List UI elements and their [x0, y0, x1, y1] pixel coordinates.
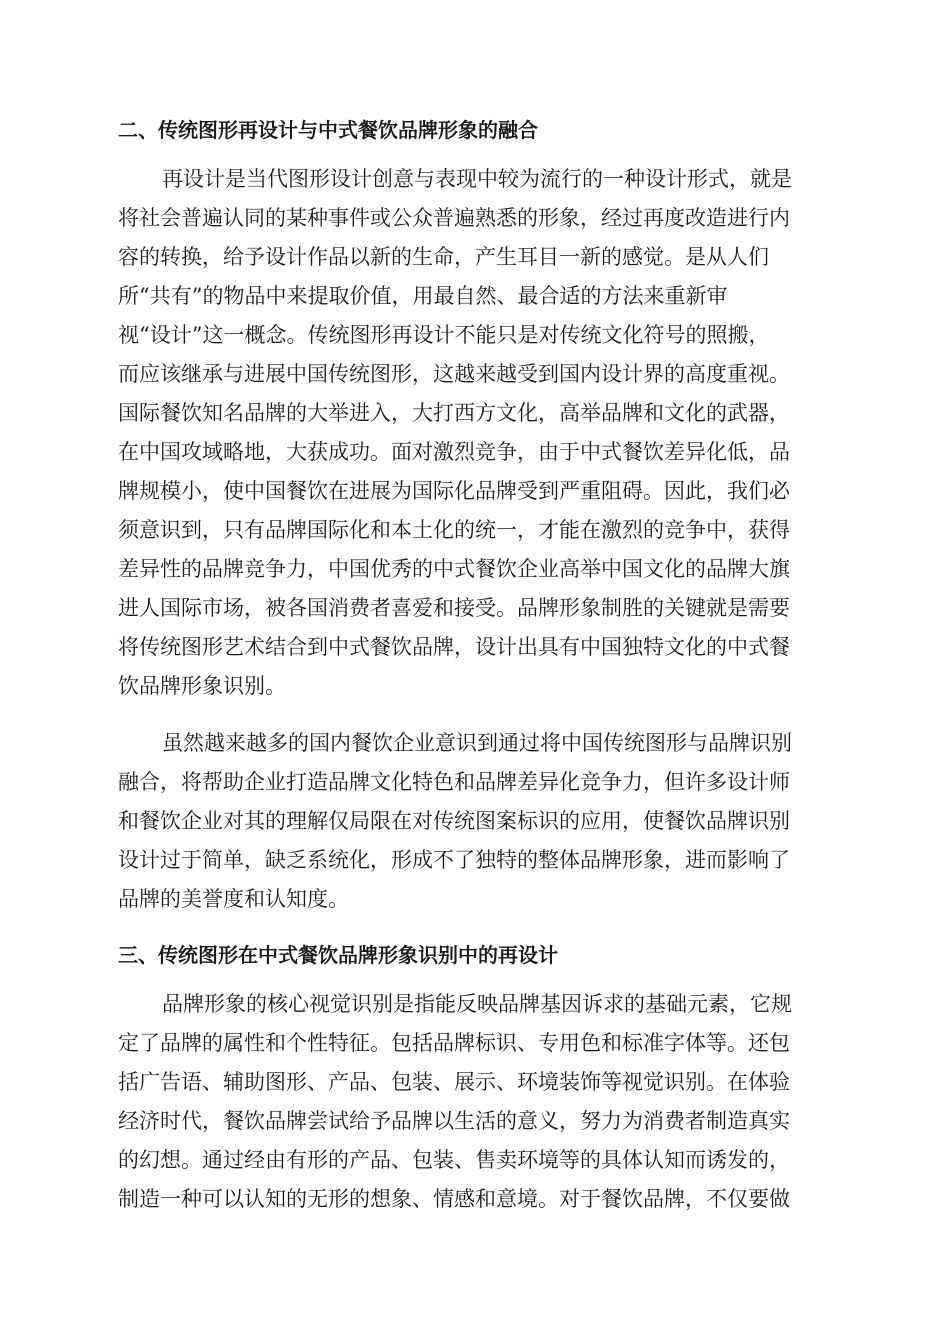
paragraph-line: 品牌的美誉度和认知度。 [118, 887, 349, 911]
paragraph-line: 进人国际市场，被各国消费者喜爱和接受。品牌形象制胜的关键就是需要 [118, 596, 790, 620]
paragraph-line: 在中国攻域略地，大获成功。面对激烈竞争，由于中式餐饮差异化低，品 [118, 440, 790, 464]
paragraph-line: 差异性的品牌竞争力，中国优秀的中式餐饮企业高举中国文化的品牌大旗 [118, 557, 790, 581]
paragraph-line: 将社会普遍认同的某种事件或公众普遍熟悉的形象，经过再度改造进行内 [118, 206, 790, 230]
paragraph-line: 和餐饮企业对其的理解仅局限在对传统图案标识的应用，使餐饮品牌识别 [118, 809, 790, 833]
paragraph-line: 视“设计”这一概念。传统图形再设计不能只是对传统文化符号的照搬， [118, 323, 770, 347]
paragraph-line: 的幻想。通过经由有形的产品、包装、售卖环境等的具体认知而诱发的， [118, 1148, 790, 1172]
paragraph-line: 括广告语、辅助图形、产品、包装、展示、环境装饰等视觉识别。在体验 [118, 1070, 790, 1094]
paragraph-line: 饮品牌形象识别。 [118, 674, 286, 698]
paragraph [118, 985, 830, 1219]
paragraph-line: 再设计是当代图形设计创意与表现中较为流行的一种设计形式，就是 [162, 167, 792, 191]
paragraph-line: 而应该继承与进展中国传统图形，这越来越受到国内设计界的高度重视。 [118, 362, 790, 386]
paragraph-line: 品牌形象的核心视觉识别是指能反映品牌基因诉求的基础元素，它规 [162, 992, 792, 1016]
paragraph-line: 将传统图形艺术结合到中式餐饮品牌，设计出具有中国独特文化的中式餐 [118, 635, 790, 659]
section-heading: 三、传统图形在中式餐饮品牌形象识别中的再设计 [118, 943, 558, 967]
paragraph-line: 虽然越来越多的国内餐饮企业意识到通过将中国传统图形与品牌识别 [162, 731, 792, 755]
paragraph-line: 国际餐饮知名品牌的大举进入，大打西方文化，高举品牌和文化的武器， [118, 401, 790, 425]
paragraph-line: 容的转换，给予设计作品以新的生命，产生耳目一新的感觉。是从人们 [118, 245, 769, 269]
paragraph-line: 定了品牌的属性和个性特征。包括品牌标识、专用色和标准字体等。还包 [118, 1031, 790, 1055]
paragraph-line: 融合，将帮助企业打造品牌文化特色和品牌差异化竞争力，但许多设计师 [118, 770, 790, 794]
paragraph-line: 设计过于简单，缺乏系统化，形成不了独特的整体品牌形象，进而影响了 [118, 848, 790, 872]
paragraph-line: 须意识到，只有品牌国际化和本土化的统一，才能在激烈的竞争中，获得 [118, 518, 790, 542]
paragraph-line: 经济时代，餐饮品牌尝试给予品牌以生活的意义，努力为消费者制造真实 [118, 1109, 790, 1133]
paragraph-line: 所“共有”的物品中来提取价值，用最自然、最合适的方法来重新审 [118, 284, 728, 308]
paragraph-line: 制造一种可以认知的无形的想象、情感和意境。对于餐饮品牌，不仅要做 [118, 1187, 790, 1211]
section-heading: 二、传统图形再设计与中式餐饮品牌形象的融合 [118, 118, 538, 142]
paragraph-line: 牌规模小，使中国餐饮在进展为国际化品牌受到严重阻碍。因此，我们必 [118, 479, 790, 503]
paragraph [118, 160, 830, 706]
paragraph [118, 724, 830, 919]
document-page [118, 112, 830, 1237]
